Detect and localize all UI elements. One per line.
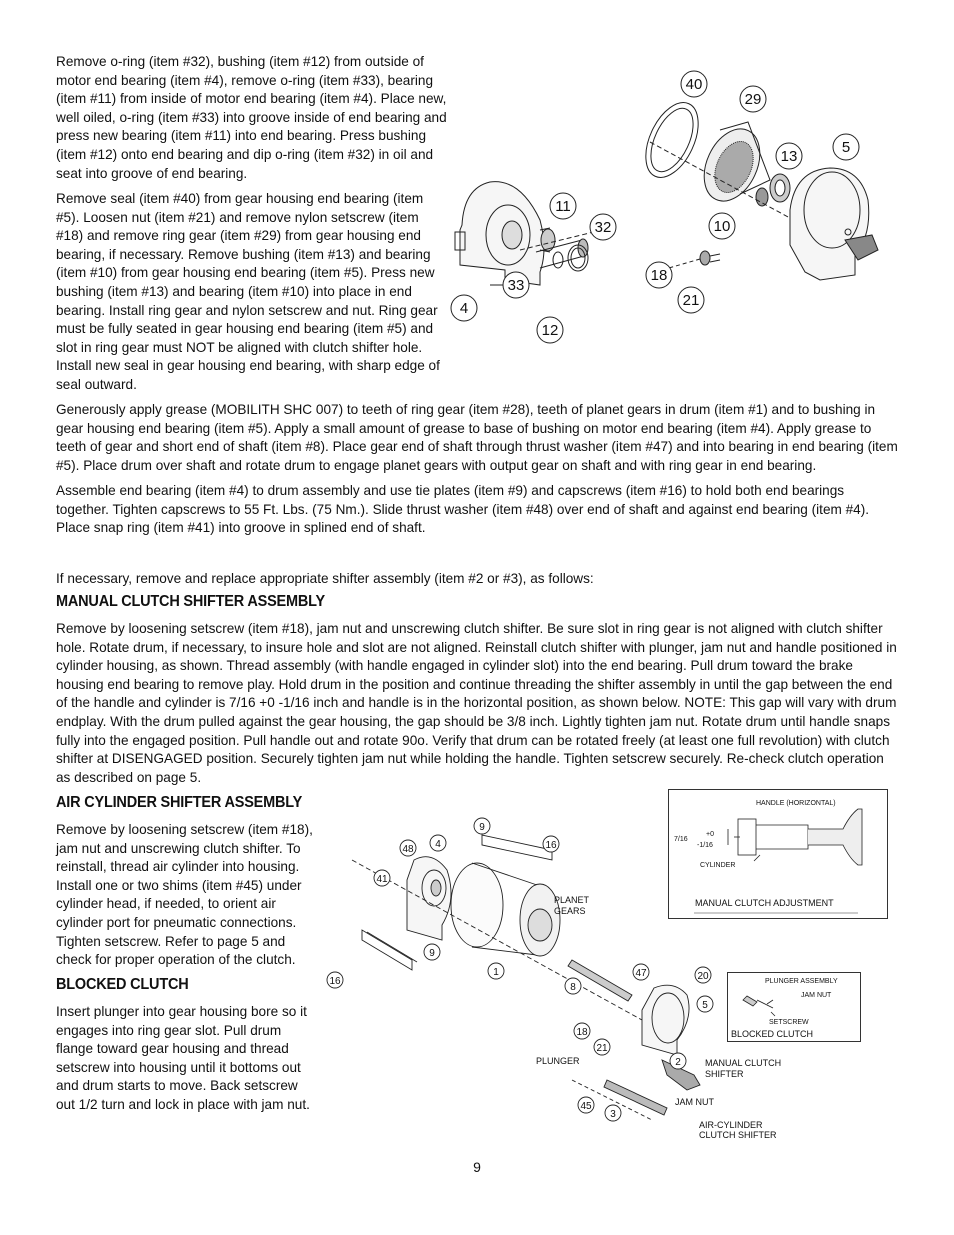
callout-12: 12 [541, 322, 559, 339]
inset-manual-clutch-adjustment [668, 789, 888, 919]
paragraph-o-ring-bearing: Remove o-ring (item #32), bushing (item #12) from outside of motor end bearing (item #4), remove o-ring (item #33), bearing (item #11) from inside of motor end bearing (item #4). Place new, well oiled, o-ring (item #33) into groove inside of end bearing and press new bearing (item #11) into end bearing. Press bushing (item #12) onto end bearing and dip o-ring (item #32) in oil and seat into groove of end bearing. [56, 54, 447, 181]
inset-caption-blocked-clutch: BLOCKED CLUTCH [731, 1029, 814, 1039]
callout-5: 5 [702, 1000, 708, 1011]
inset-label-plunger-assembly: PLUNGER ASSEMBLY [765, 978, 838, 985]
inset-label-gap: 7/16 [674, 836, 688, 843]
callout-20: 20 [697, 971, 709, 982]
callout-4: 4 [459, 300, 469, 317]
heading-manual-clutch-shifter: MANUAL CLUTCH SHIFTER ASSEMBLY [56, 593, 325, 611]
page-number: 9 [473, 1159, 481, 1175]
callout-48: 48 [402, 844, 414, 855]
inset-label-minus: -1/16 [697, 842, 713, 849]
callout-8: 8 [570, 982, 576, 993]
paragraph-blocked-clutch: Insert plunger into gear housing bore so it engages into ring gear slot. Pull drum flange toward gear housing and thread setscrew into housing until it bottoms out and drum starts to move. Back setscrew out 1/2 turn and lock in place with jam nut. [56, 1004, 310, 1112]
callout-13: 13 [780, 148, 798, 165]
label-planet-gears-line2: GEARS [554, 906, 586, 916]
heading-air-cylinder-shifter: AIR CYLINDER SHIFTER ASSEMBLY [56, 794, 303, 812]
exploded-diagram-end-bearings [450, 60, 910, 360]
callout-41: 41 [376, 874, 388, 885]
paragraph-seal-ring-gear: Remove seal (item #40) from gear housing end bearing (item #5). Loosen nut (item #21) and remove nylon setscrew (item #18) and remove ring gear (item #29) from gear housing end bearing, if necessary. Remove bushing (item #13) and bearing (item #10) from gear housing end bearing (item #5). Press new bushing (item #13) and bearing (item #10) into place in end bearing. Install ring gear and nylon setscrew and nut. Ring gear must be fully seated in gear housing end bearing (item #5) and slot in ring gear must NOT be aligned with clutch shifter hole. Install new seal in gear housing end bearing, with sharp edge of seal outward. [56, 191, 440, 392]
callout-9-top: 9 [479, 822, 485, 833]
callout-29: 29 [744, 91, 762, 108]
label-jam-nut: JAM NUT [675, 1097, 714, 1107]
inset-label-handle: HANDLE (HORIZONTAL) [756, 800, 836, 807]
callout-11: 11 [555, 198, 571, 215]
inset-blocked-clutch [727, 972, 861, 1042]
callout-47: 47 [635, 968, 647, 979]
label-planet-gears-line1: PLANET [554, 895, 590, 905]
label-air-cylinder-line2: CLUTCH SHIFTER [699, 1130, 777, 1140]
inset-label-cylinder: CYLINDER [700, 862, 736, 869]
callout-16-bottom: 16 [329, 976, 341, 987]
callout-5: 5 [841, 139, 851, 156]
paragraph-assemble-end-bearing: Assemble end bearing (item #4) to drum assembly and use tie plates (item #9) and capscrews (item #16) to hold both end bearings together. Tighten capscrews to 55 Ft. Lbs. (75 Nm.). Slide thrust washer (item #48) over end of shaft and against end bearing (item #4). Place snap ring (item #41) into groove in splined end of shaft. [56, 483, 870, 536]
callout-40: 40 [685, 76, 703, 93]
label-manual-clutch-line2: SHIFTER [705, 1069, 744, 1079]
paragraph-manual-clutch: Remove by loosening setscrew (item #18), jam nut and unscrewing clutch shifter. Be sure slot in ring gear is not aligned with clutch shifter hole. Rotate drum, if necessary, to insure hole and slot are not aligned. Reinstall clutch shifter with plunger, jam nut and handle positioned in cylinder housing, as shown. Thread assembly (with handle engaged in cylinder slot) into the end bearing. Pull drum toward the brake housing end bearing to remove play. Hold drum in the position and continue threading the shifter assembly in until the gap between the end of the handle and cylinder is 7/16 +0 -1/16 inch and handle is in the horizontal position, as shown below. NOTE: This gap will vary with drum endplay. With the drum pulled against the gear housing, the gap should be 3/8 inch. Lightly tighten jam nut. Rotate drum until handle snaps fully into the engaged position. Pull handle out and rotate 90o. Verify that drum can be rotated freely (at least one full revolution) with clutch shifter at DISENGAGED position. Securely tighten jam nut while holding the handle. Tighten setscrew securely. Re-check clutch operation as described on page 5. [56, 621, 897, 785]
paragraph-shifter-intro: If necessary, remove and replace appropriate shifter assembly (item #2 or #3), as follows: [56, 571, 594, 586]
callout-3: 3 [610, 1109, 616, 1120]
paragraph-grease: Generously apply grease (MOBILITH SHC 007) to teeth of ring gear (item #28), teeth of planet gears in drum (item #1) and to bushing in gear housing end bearing (item #5). Apply a small amount of grease to base of bushing on motor end bearing (item #4). Apply grease to teeth of gear and short end of shaft (item #8). Place gear end of shaft through thrust washer (item #47) and into bearing in end bearing (item #5). Place drum over shaft and rotate drum to engage planet gears with output gear on shaft and with ring gear in end bearing. [56, 402, 898, 473]
callout-21: 21 [682, 292, 700, 309]
callout-33: 33 [507, 277, 525, 294]
callout-1: 1 [493, 967, 499, 978]
callout-18: 18 [576, 1027, 588, 1038]
callout-2: 2 [675, 1057, 681, 1068]
inset-label-plus: +0 [706, 831, 714, 838]
callout-16-top: 16 [545, 840, 557, 851]
callout-4: 4 [435, 839, 441, 850]
paragraph-air-cylinder: Remove by loosening setscrew (item #18), jam nut and unscrewing clutch shifter. To reinstall, thread air cylinder into housing. Install one or two shims (item #45) under cylinder head, if needed, to orient air cylinder port for pneumatic connections. Tighten setscrew. Refer to page 5 and check for proper operation of the clutch. [56, 822, 313, 968]
label-plunger: PLUNGER [536, 1056, 580, 1066]
label-manual-clutch-line1: MANUAL CLUTCH [705, 1058, 782, 1068]
callout-18: 18 [650, 267, 668, 284]
callout-21: 21 [596, 1043, 608, 1054]
inset-label-jam-nut: JAM NUT [801, 992, 832, 999]
callout-10: 10 [713, 218, 731, 235]
callout-45: 45 [580, 1101, 592, 1112]
inset-caption-manual-clutch: MANUAL CLUTCH ADJUSTMENT [695, 898, 834, 908]
heading-blocked-clutch: BLOCKED CLUTCH [56, 976, 189, 994]
label-air-cylinder-line1: AIR-CYLINDER [699, 1120, 763, 1130]
callout-9-bottom: 9 [429, 948, 435, 959]
callout-32: 32 [594, 219, 612, 236]
inset-label-setscrew: SETSCREW [769, 1019, 809, 1026]
